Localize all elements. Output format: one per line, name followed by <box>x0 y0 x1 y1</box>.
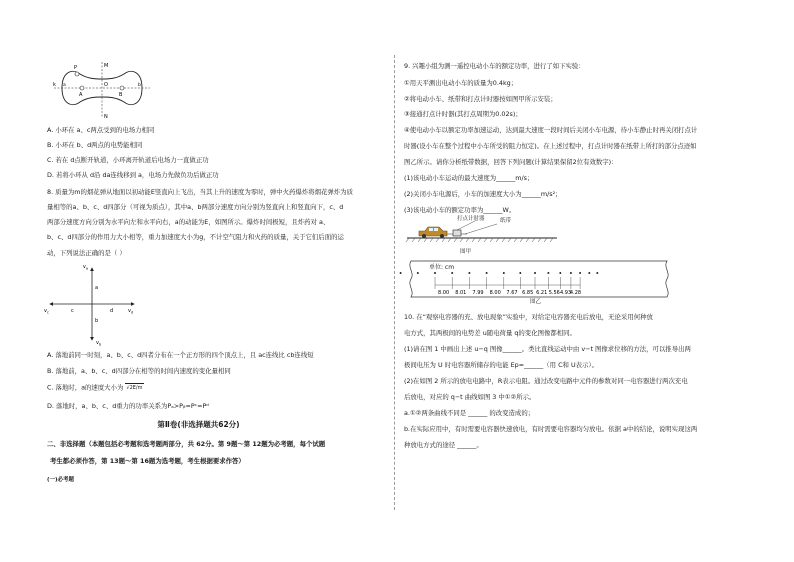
tape-dot <box>400 272 402 274</box>
fig-label-p: P <box>74 65 78 71</box>
q7-option-c: C. 若在 d点断开轨道，小环离开轨道后电场力一直做正功 <box>47 156 209 164</box>
q8-stem-line-5: 动，下列说法正确的是（ ） <box>47 249 126 257</box>
q7-option-a: A. 小环在 a、c两点受到的电场力相同 <box>47 126 155 134</box>
tape-dot <box>559 272 561 274</box>
section-desc-1: 二、非选择题（本题包括必考题和选考题两部分，共 62分。第 9题～第 12题为必考题，每个试题 <box>47 440 326 448</box>
figure-yi-caption: 图乙 <box>530 299 542 305</box>
q10-line-4: 极间电压为 U 时电容器所储存的电能 Ep=______（用 C和 U表示）。 <box>404 361 598 369</box>
tape-value-label: 4.28 <box>569 290 582 296</box>
q9-step-3: ③接通打点计时器(其打点周期为0.02s)； <box>404 110 522 118</box>
label-a: a <box>95 285 99 291</box>
fig-label-a: A <box>79 92 83 98</box>
tape-dot <box>534 272 536 274</box>
figure-jia-caption: 图甲 <box>460 249 472 255</box>
tape-dot <box>596 272 598 274</box>
tape-dot <box>547 272 549 274</box>
q10-line-5: (2)在如图 2 所示的放电电路中，R表示电阻。通过改变电路中元件的参数对同一电容器进行两次充电 <box>404 377 688 385</box>
tape-value-label: 6.85 <box>522 290 534 296</box>
q9-step-4-a: ④使电动小车以额定功率加速运动，达到最大速度一段时间后关闭小车电源，待小车静止时再关闭打点计 <box>404 126 698 134</box>
label-tape: 纸带 <box>500 218 512 224</box>
tape-dot <box>451 272 453 274</box>
tape-value-label: 8.00 <box>438 290 450 296</box>
tape-dot <box>468 272 470 274</box>
q8-option-c <box>47 383 144 392</box>
q8-option-c-fraction: 2E/m <box>129 385 143 391</box>
orbit-figure <box>52 60 152 120</box>
tape-dot <box>588 272 590 274</box>
label-c: c <box>71 308 74 314</box>
q7-option-d: D. 若将小环从 d沿 da连线移到 a，电场力先做负功后做正功 <box>47 171 219 179</box>
label-d: d <box>110 308 114 314</box>
tape-dot <box>434 272 436 274</box>
required-label: (一)必考题 <box>47 477 75 483</box>
q8-option-c-radical: √2E/m <box>126 385 143 391</box>
tape-unit: 单位: cm <box>429 264 455 271</box>
tape-value-label: 8.00 <box>489 290 501 296</box>
column-divider <box>394 55 395 510</box>
tape-dot <box>579 272 581 274</box>
q8-option-a: A. 落地前同一时刻，a、b、c、d四者分布在一个正方形的四个顶点上，且 ac连线比 cb连线短 <box>47 351 314 359</box>
tape-dot <box>417 272 419 274</box>
q10-line-3: (1)请在图 1 中画出上述 u−q 图像______。类比直线运动中由 v−t 图像求位移的方法，可以推导出两 <box>404 345 691 353</box>
q10-line-2: 电方式，其两极间的电势差 u随电荷量 q的变化图像都相同。 <box>404 329 576 337</box>
fig-label-small-b: b <box>138 83 141 88</box>
label-vd: $v_d$ <box>128 308 134 315</box>
fig-label-b: B <box>119 92 123 98</box>
q10-line-8: b.在实际应用中，有时需要电容器快速放电，有时需要电容器均匀放电。依据 a中的结论，说明实现这两 <box>404 425 698 433</box>
q8-option-c-text: C. 落地时，a的速度大小为 <box>47 383 124 392</box>
fig-label-k: k <box>53 82 56 88</box>
q7-option-b: B. 小环在 b、d两点的电势能相同 <box>47 141 143 149</box>
q9-step-4-b: 时器(设小车在整个过程中小车所受的阻力恒定)。在上述过程中，打点计时器在纸带上所打的部分点迹如 <box>404 142 697 150</box>
q9-part-2: (2)关闭小车电源后，小车的加速度大小为______m/s²； <box>404 190 562 198</box>
tape-value-label: 7.67 <box>506 290 518 296</box>
q8-stem-line-3: 两部分速度方向分别为水平向左和水平向右，a的动能为E，如图所示。爆炸时间极短，且炸药对 a、 <box>47 218 330 226</box>
q9-intro: 9. 兴趣小组为测一遥控电动小车的额定功率，进行了如下实验： <box>404 62 585 70</box>
fig-label-small-a: a <box>63 83 66 88</box>
q9-step-4-c: 图乙所示。请你分析纸带数据，回答下列问题(计算结果保留2位有效数字)： <box>404 158 618 166</box>
fig-label-o: O <box>104 82 108 88</box>
tape-value-label: 6.21 <box>536 290 548 296</box>
q8-stem-line-1: 8. 质量为m的烟花弹从地面以初动能E竖直向上飞出，当其上升的速度为零时，弹中火药爆炸将烟花弹炸为质 <box>47 188 353 196</box>
velocity-cross-figure <box>44 264 144 347</box>
q9-step-2: ②将电动小车、纸带和打点计时器按如图甲所示安装； <box>404 95 557 103</box>
q8-option-d: D. 落地时，a、b、c、d重力的功率关系为Pₐ>Pᵦ=Pᶜ=Pᵈ <box>47 402 209 410</box>
q9-part-1: (1)该电动小车运动的最大速度为______m/s； <box>404 174 534 182</box>
tape-dot <box>486 272 488 274</box>
q8-option-b: B. 落地前，a、b、c、d四部分在相等的时间内速度的变化量相同 <box>47 367 231 375</box>
tape-value-label: 5.56 <box>548 290 560 296</box>
q10-line-7: a.①②两条曲线不同是 ______ 的改变造成的； <box>404 409 535 417</box>
fig-label-n: N <box>104 114 108 120</box>
tape-value-label: 4.93 <box>560 290 572 296</box>
label-vb: $v_b$ <box>96 340 102 347</box>
tape-value-label: 8.01 <box>455 290 467 296</box>
q9-part-3: (3)该电动小车的额定功率为______W。 <box>404 206 516 214</box>
q10-line-6: 后放电，对应的 q−t 曲线如图 3 中①②所示。 <box>404 393 536 401</box>
q8-stem-line-4: b、c、d四部分的作用力大小相等，重力加速度大小为g，不计空气阻力和火药的质量，关于它们后面的运 <box>47 233 344 241</box>
q8-stem-line-2: 量相等的a、b、c、d四部分（可视为质点），其中a、b两部分速度方向分别为竖直向上和竖直向下，c、d <box>47 203 344 211</box>
section-desc-2: 考生都必须作答，第 13题～第 16题为选考题，考生根据要求作答） <box>50 457 245 465</box>
fig-label-m: M <box>104 63 109 69</box>
label-va: $v_a$ <box>82 264 88 271</box>
tape-dot <box>570 272 572 274</box>
q10-line-9: 种放电方式的途径 ______。 <box>404 441 483 449</box>
figure-jia-setup <box>407 214 567 254</box>
tape-dot <box>519 272 521 274</box>
tape-value-labels <box>438 290 581 296</box>
tape-value-label: 7.99 <box>472 290 484 296</box>
section-title: 第Ⅱ卷(非选择题共62分) <box>157 420 240 429</box>
q9-step-1: ①用天平测出电动小车的质量为0.4kg； <box>404 79 518 87</box>
label-vc: $v_c$ <box>44 308 49 315</box>
label-timer: 打点计时器 <box>457 216 485 222</box>
label-b: b <box>95 318 99 324</box>
tape-dot <box>503 272 505 274</box>
car-icon <box>419 227 447 238</box>
q10-line-1: 10. 在“观察电容器的充、放电现象”实验中，对给定电容器充电后放电，无论采用何种放 <box>404 313 653 321</box>
